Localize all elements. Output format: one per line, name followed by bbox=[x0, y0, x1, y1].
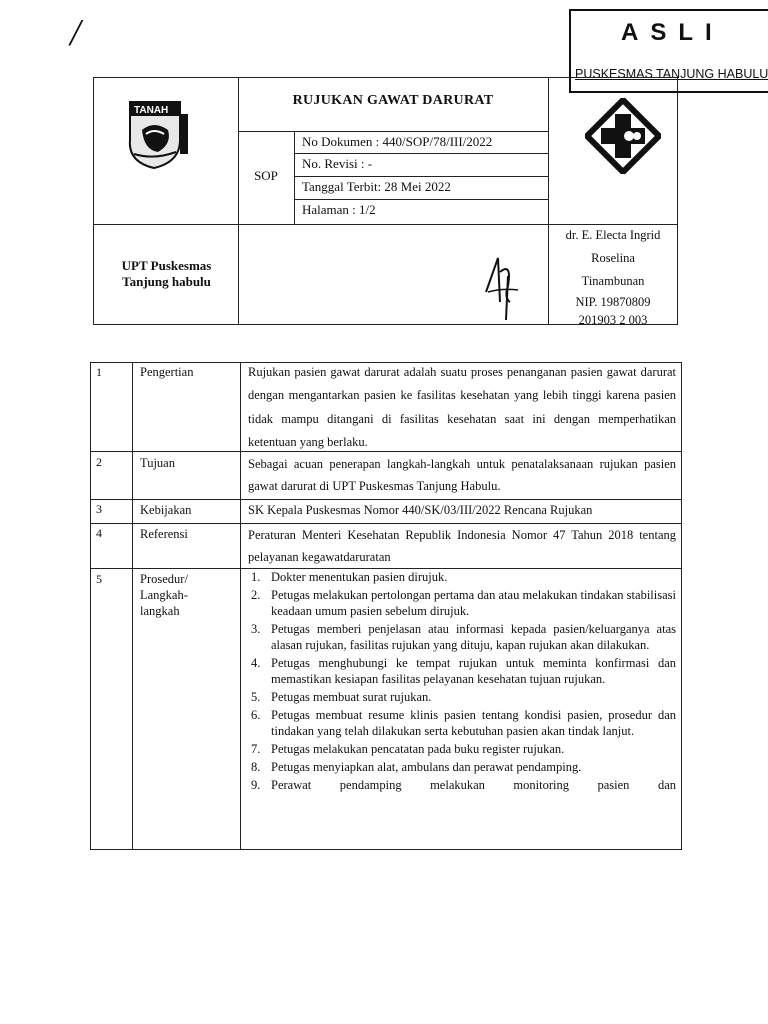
row-text-tujuan: Sebagai acuan penerapan langkah-langkah untuk penatalaksanaan rujukan pasien gawat darurat di UPT Puskesmas Tanjung Habulu. bbox=[248, 457, 676, 493]
halaman: Halaman : 1/2 bbox=[302, 202, 376, 217]
row-text-referensi: Peraturan Menteri Kesehatan Republik Indonesia Nomor 47 Tahun 2018 tentang pelayanan kegawatdaruratan bbox=[248, 528, 676, 564]
row-text-kebijakan: SK Kepala Puskesmas Nomor 440/SK/03/III/2022 Rencana Rujukan bbox=[248, 503, 593, 517]
row-label-tujuan: Tujuan bbox=[140, 456, 175, 470]
tanggal-terbit: Tanggal Terbit: 28 Mei 2022 bbox=[302, 179, 451, 194]
procedure-steps bbox=[248, 569, 676, 795]
row-number: 5 bbox=[96, 572, 102, 586]
org-line-2: Tanjung habulu bbox=[122, 274, 211, 289]
label-line: langkah bbox=[140, 604, 180, 618]
signatory-nip-1: NIP. 19870809 bbox=[575, 295, 651, 309]
procedure-step: 8. Petugas menyiapkan alat, ambulans dan perawat pendamping. bbox=[251, 760, 582, 774]
no-dokumen: No Dokumen : 440/SOP/78/III/2022 bbox=[302, 134, 493, 149]
procedure-step: 3. Petugas memberi penjelasan atau informasi kepada pasien/keluarganya atas alasan rujukan, fasilitas rujukan yang dituju, kapan rujukan akan dilakukan. bbox=[251, 622, 676, 652]
label-line: Prosedur/ bbox=[140, 572, 188, 586]
row-label-pengertian: Pengertian bbox=[140, 365, 194, 379]
sop-label: SOP bbox=[254, 168, 278, 183]
procedure-step: 6. Petugas membuat resume klinis pasien tentang kondisi pasien, prosedur dan tindakan yang telah dilakukan serta kebutuhan pasien akan tindak lanjut. bbox=[251, 708, 676, 738]
row-label-referensi: Referensi bbox=[140, 527, 188, 541]
row-number: 4 bbox=[96, 526, 102, 540]
stamp-subtitle: PUSKESMAS TANJUNG HABULU bbox=[575, 67, 768, 81]
no-revisi: No. Revisi : - bbox=[302, 156, 373, 171]
row-number: 2 bbox=[96, 455, 102, 469]
row-label-kebijakan: Kebijakan bbox=[140, 503, 192, 517]
row-text-pengertian: Rujukan pasien gawat darurat adalah suatu proses penanganan pasien gawat darurat dengan mengantarkan pasien ke fasilitas kesehatan yang lebih tinggi karena pasien tidak mampu ditangani di fasilitas kesehatan saat ini dengan memperhatikan ketentuan yang berlaku. bbox=[248, 365, 676, 450]
organization-name bbox=[95, 258, 238, 290]
document-title: RUJUKAN GAWAT DARURAT bbox=[292, 93, 494, 108]
org-line-1: UPT Puskesmas bbox=[121, 258, 212, 273]
procedure-step: 5. Petugas membuat surat rujukan. bbox=[251, 690, 432, 704]
regency-logo bbox=[128, 100, 190, 170]
signatory-name-1: dr. E. Electa Ingrid bbox=[565, 228, 661, 242]
stamp-title: ASLI bbox=[621, 19, 724, 46]
procedure-step: 2. Petugas melakukan pertolongan pertama dan atau melakukan tindakan stabilisasi keadaan umum pasien sebelum dirujuk. bbox=[251, 588, 676, 618]
label-line: Langkah- bbox=[140, 588, 188, 602]
procedure-step: 9. Perawat pendamping melakukan monitoring pasien dan bbox=[251, 778, 676, 792]
procedure-step: 7. Petugas melakukan pencatatan pada buku register rujukan. bbox=[251, 742, 565, 756]
signature bbox=[478, 252, 528, 322]
row-label-prosedur bbox=[140, 571, 188, 619]
logo-label: TANAH bbox=[134, 105, 169, 116]
signatory-name-3: Tinambunan bbox=[581, 274, 645, 288]
procedure-step: 4. Petugas menghubungi ke tempat rujukan untuk meminta konfirmasi dan memastikan kesiapan fasilitas pelayanan kesehatan tujuan rujukan. bbox=[251, 656, 676, 686]
puskesmas-logo bbox=[585, 98, 661, 174]
handwritten-mark: / bbox=[70, 12, 81, 54]
signatory-nip-2: 201903 2 003 bbox=[578, 313, 648, 327]
procedure-step: 1. Dokter menentukan pasien dirujuk. bbox=[251, 570, 448, 584]
signatory-name-2: Roselina bbox=[591, 251, 635, 265]
row-number: 3 bbox=[96, 502, 102, 516]
row-number: 1 bbox=[96, 365, 102, 379]
signatory-block bbox=[548, 224, 678, 329]
